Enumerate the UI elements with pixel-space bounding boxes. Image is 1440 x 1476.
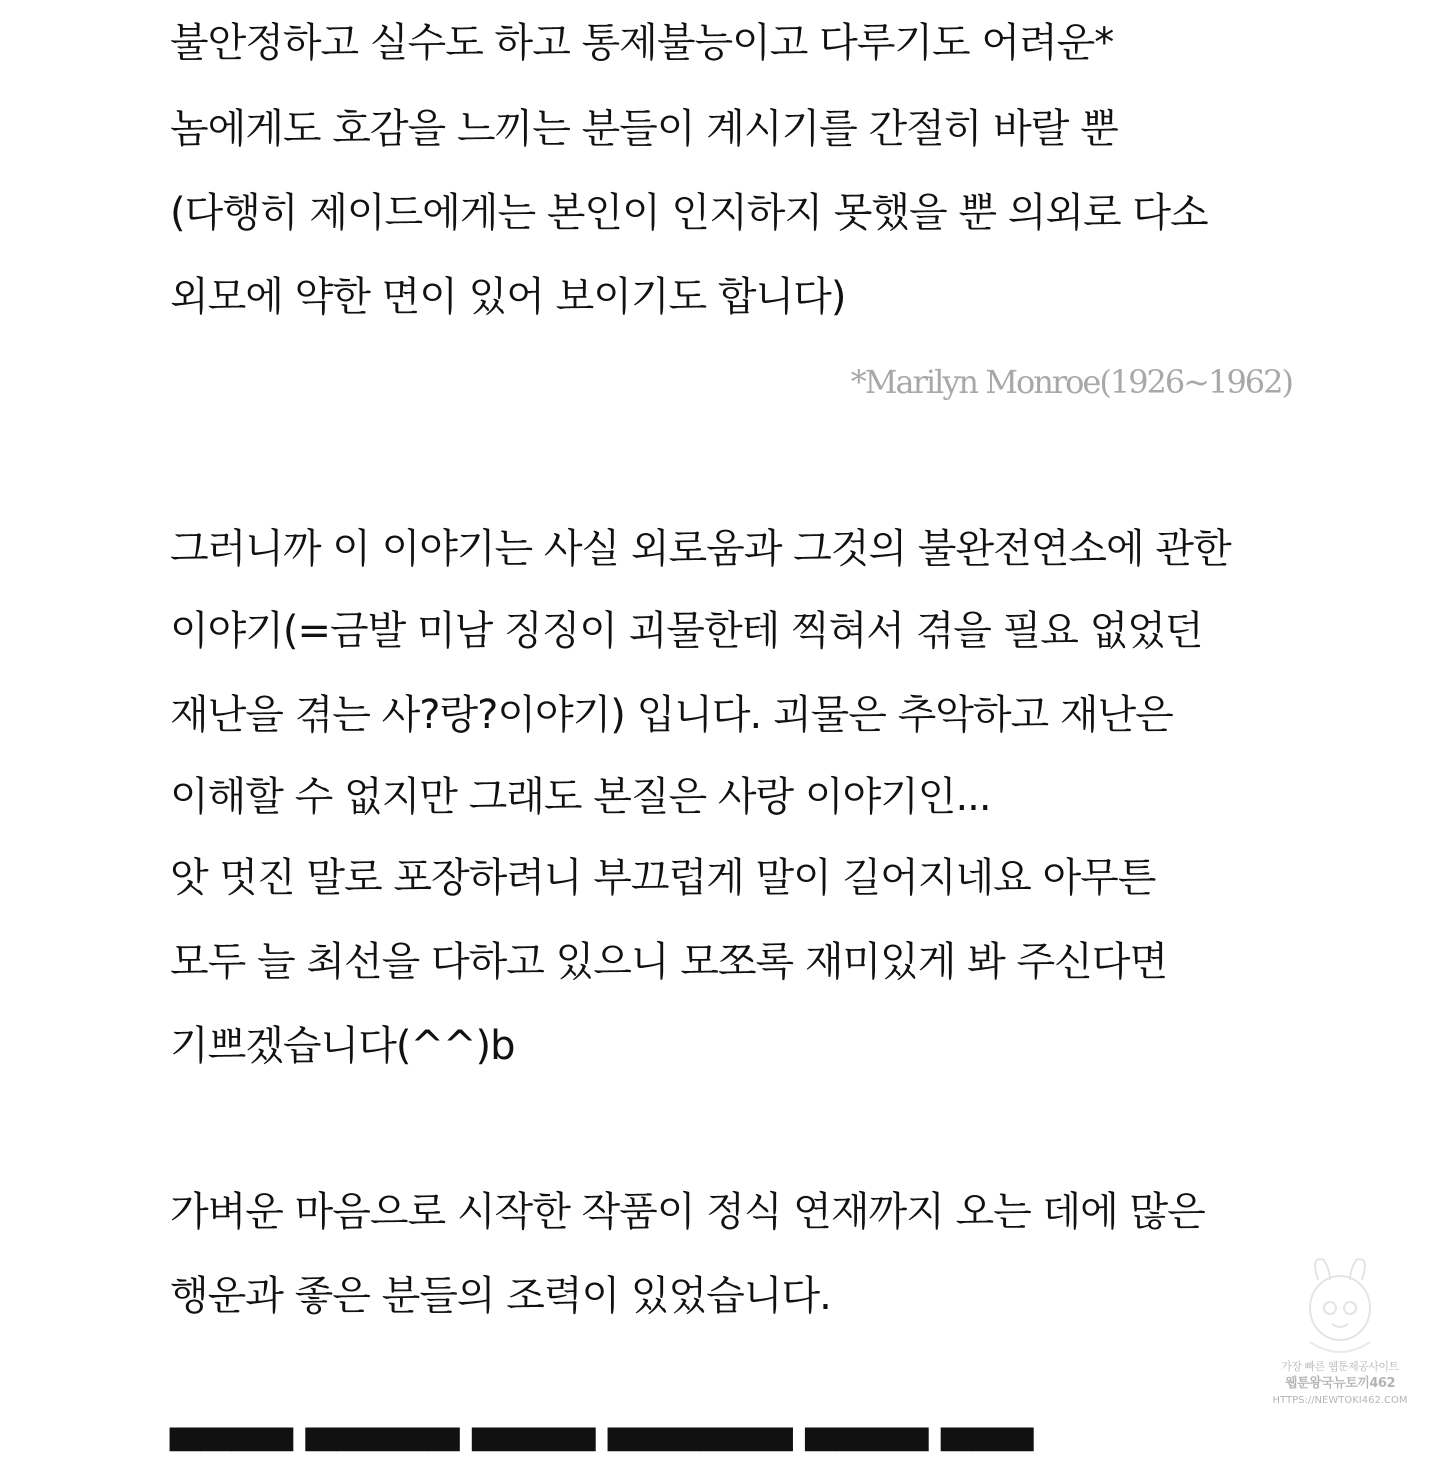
text-line: 불안정하고 실수도 하고 통제불능이고 다루기도 어려운* bbox=[170, 20, 1114, 66]
text-line: 기쁘겠습니다(^^)b bbox=[170, 1023, 515, 1069]
watermark-url: HTTPS://NEWTOKI462.COM bbox=[1272, 1395, 1408, 1406]
text-line: 가벼운 마음으로 시작한 작품이 정식 연재까지 오는 데에 많은 bbox=[170, 1189, 1205, 1235]
text-line: 외모에 약한 면이 있어 보이기도 합니다) bbox=[170, 274, 846, 320]
cut-off-glyphs: ▀▀▀▀ ▀▀▀▀▀ ▀▀▀▀ ▀▀▀▀▀▀ ▀▀▀▀ ▀▀▀ bbox=[170, 1429, 1034, 1475]
text-line: 재난을 겪는 사?랑?이야기) 입니다. 괴물은 추악하고 재난은 bbox=[170, 692, 1173, 738]
text-line: 놈에게도 호감을 느끼는 분들이 계시기를 간절히 바랄 뿐 bbox=[170, 106, 1118, 152]
footnote-credit: *Marilyn Monroe(1926~1962) bbox=[850, 363, 1292, 401]
text-line: 행운과 좋은 분들의 조력이 있었습니다. bbox=[170, 1273, 831, 1319]
text-line: 앗 멋진 말로 포장하려니 부끄럽게 말이 길어지네요 아무튼 bbox=[170, 855, 1156, 901]
site-watermark bbox=[1270, 1250, 1410, 1420]
text-line: 모두 늘 최선을 다하고 있으니 모쪼록 재미있게 봐 주신다면 bbox=[170, 939, 1168, 985]
watermark-tagline: 가장 빠른 웹툰제공사이트 bbox=[1281, 1360, 1399, 1373]
text-line: 이해할 수 없지만 그래도 본질은 사랑 이야기인... bbox=[170, 774, 991, 820]
text-line: 이야기(=금발 미남 징징이 괴물한테 찍혀서 겪을 필요 없었던 bbox=[170, 608, 1203, 654]
watermark-mascot-icon bbox=[1290, 1250, 1390, 1360]
text-line: (다행히 제이드에게는 본인이 인지하지 못했을 뿐 의외로 다소 bbox=[170, 190, 1208, 236]
watermark-site-name: 웹툰왕국뉴토끼462 bbox=[1284, 1376, 1396, 1391]
text-line: 그러니까 이 이야기는 사실 외로움과 그것의 불완전연소에 관한 bbox=[170, 526, 1231, 572]
cut-off-text-line bbox=[170, 1428, 1170, 1475]
